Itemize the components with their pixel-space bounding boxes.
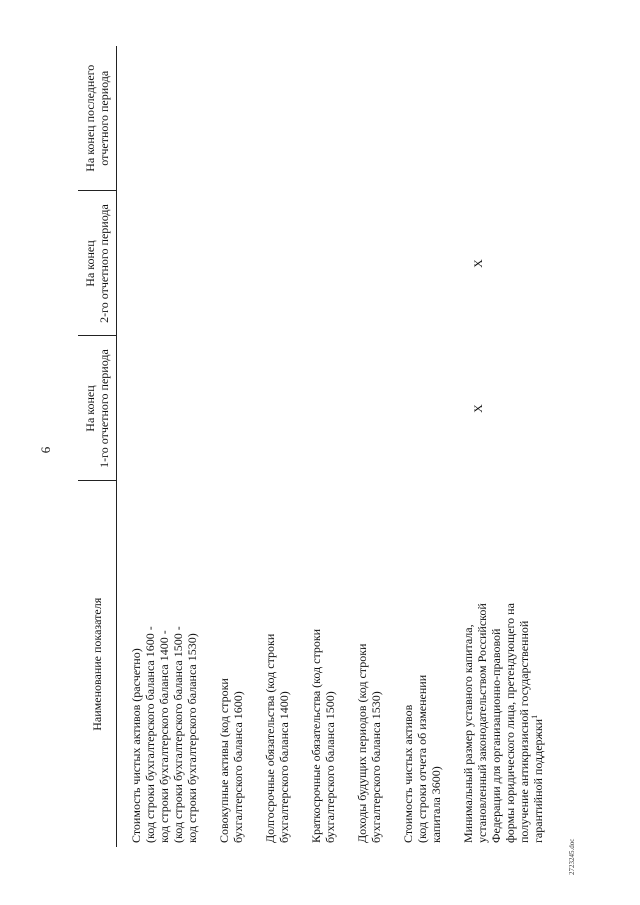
row-value-p2 xyxy=(253,191,299,336)
row-value-p2 xyxy=(345,191,391,336)
row-name xyxy=(299,481,345,847)
row-name-text: Стоимость чистых активов (расчетно) (код строки бухгалтерского баланса 1600 - код строки бухгалтерского баланса 1400 - (код строки бухгалтерского баланса 1500 - код строки бухгалтерского баланса 1530) xyxy=(129,626,199,843)
row-value-p3 xyxy=(253,46,299,191)
row-name-text: Минимальный размер уставного капитала, установленный законодательством Российской Федерации для организационно-правовой формы юридического лица, претендующего на получение антикризисной государственной гарантийной поддержки xyxy=(461,603,545,843)
row-name xyxy=(345,481,391,847)
row-value-p1 xyxy=(299,336,345,481)
row-value-p2 xyxy=(451,191,581,336)
header-period-last-text: На конец последнего отчетного периода xyxy=(83,64,111,172)
row-name-text: Доходы будущих периодов (код строки бухгалтерского баланса 1530) xyxy=(355,643,383,843)
header-period-last xyxy=(78,46,117,191)
row-value-p2 xyxy=(391,191,451,336)
row-value-p1 xyxy=(391,336,451,481)
row-name-text: Долгосрочные обязательства (код строки бухгалтерского баланса 1400) xyxy=(263,633,291,843)
row-value-p3 xyxy=(451,46,581,191)
row-name-text: Стоимость чистых активов (код строки отчета об изменении капитала 3600) xyxy=(401,674,443,843)
row-value-p2 xyxy=(299,191,345,336)
table-row xyxy=(253,46,299,847)
header-indicator-name: Наименование показателя xyxy=(78,481,117,847)
row-value-p3 xyxy=(207,46,253,191)
row-value-p1 xyxy=(207,336,253,481)
document-id: 2723245.doc xyxy=(568,838,576,875)
row-name xyxy=(207,481,253,847)
row-value-p1 xyxy=(345,336,391,481)
row-value-p3 xyxy=(117,46,208,191)
row-value-p2 xyxy=(117,191,208,336)
header-period-1 xyxy=(78,336,117,481)
row-value-p3 xyxy=(345,46,391,191)
table-row xyxy=(345,46,391,847)
row-value-p3 xyxy=(391,46,451,191)
row-name xyxy=(451,481,581,847)
row-value-p1 xyxy=(253,336,299,481)
table-row xyxy=(451,46,581,847)
footnote-mark: 1 xyxy=(530,714,539,719)
header-period-2 xyxy=(78,191,117,336)
indicators-table xyxy=(78,46,581,847)
page-number: 6 xyxy=(38,446,53,454)
table-row xyxy=(117,46,208,847)
table-row xyxy=(391,46,451,847)
row-value-p3 xyxy=(299,46,345,191)
header-period-2-text: На конец 2-го отчетного периода xyxy=(83,204,111,323)
row-name-text: Краткосрочные обязательства (код строки бухгалтерского баланса 1500) xyxy=(309,628,337,843)
row-value-p2-text: X xyxy=(471,259,485,268)
row-value-p1 xyxy=(117,336,208,481)
header-period-1-text: На конец 1-го отчетного периода xyxy=(83,349,111,468)
row-name xyxy=(117,481,208,847)
row-name xyxy=(253,481,299,847)
row-value-p1-text: X xyxy=(471,404,485,413)
row-value-p2 xyxy=(207,191,253,336)
table-row xyxy=(207,46,253,847)
row-value-p1 xyxy=(451,336,581,481)
row-name xyxy=(391,481,451,847)
table-row xyxy=(299,46,345,847)
table-header-row xyxy=(78,46,117,847)
row-name-text: Совокупные активы (код строки бухгалтерского баланса 1600) xyxy=(217,678,245,843)
